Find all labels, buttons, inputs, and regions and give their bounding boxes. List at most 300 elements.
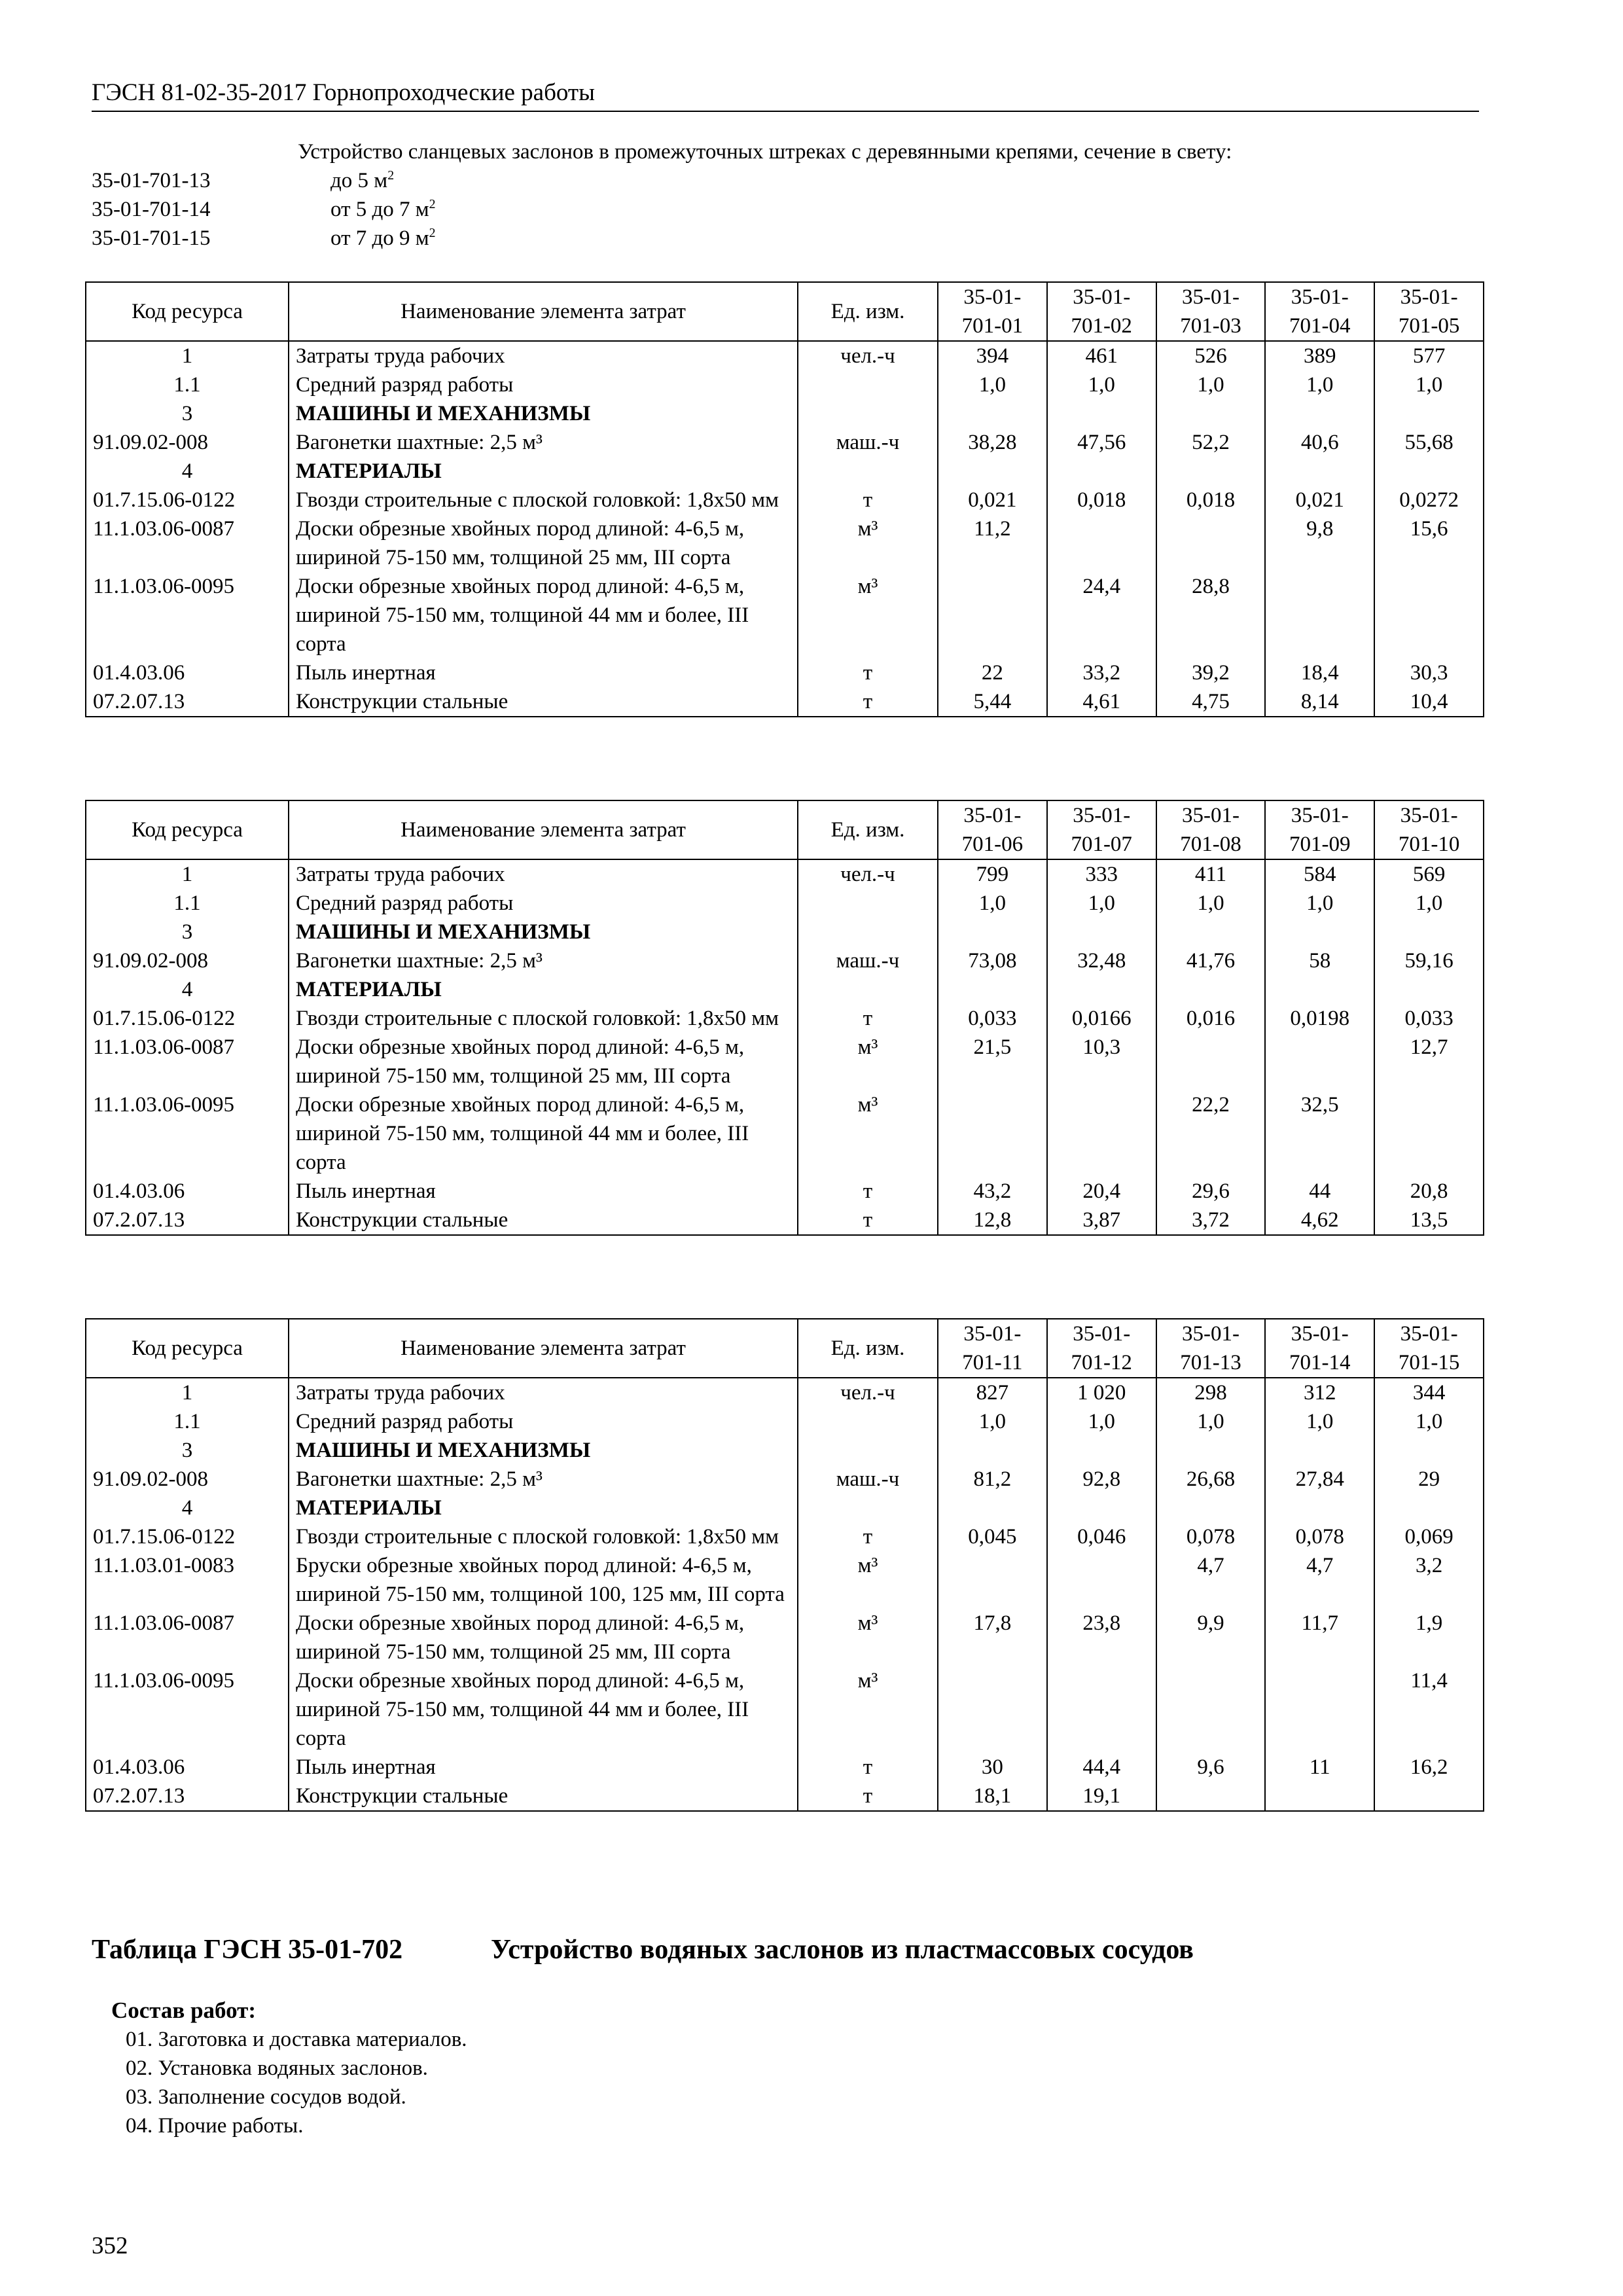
resource-value: 29 bbox=[1374, 1465, 1484, 1494]
resource-unit: маш.-ч bbox=[798, 1465, 938, 1494]
resource-value: 1,0 bbox=[938, 889, 1047, 918]
resource-value: 12,7 bbox=[1374, 1033, 1484, 1090]
resource-unit: т bbox=[798, 1177, 938, 1206]
resource-value: 29,6 bbox=[1156, 1177, 1266, 1206]
resource-value bbox=[1374, 1494, 1484, 1522]
resource-value: 394 bbox=[938, 341, 1047, 370]
resource-value bbox=[1265, 399, 1374, 428]
resource-value: 8,14 bbox=[1265, 687, 1374, 717]
resource-value bbox=[1374, 572, 1484, 658]
section-title bbox=[92, 1934, 1194, 1965]
header-norm-code: 35-01- 701-15 bbox=[1374, 1319, 1484, 1378]
resource-value: 11,7 bbox=[1265, 1609, 1374, 1666]
resource-value: 1,0 bbox=[1265, 1407, 1374, 1436]
resource-value bbox=[938, 457, 1047, 486]
table-header-row bbox=[86, 800, 1484, 859]
resource-code: 1.1 bbox=[86, 1407, 289, 1436]
resource-value: 312 bbox=[1265, 1378, 1374, 1407]
resource-value bbox=[938, 975, 1047, 1004]
resource-value bbox=[1374, 1436, 1484, 1465]
resource-value: 32,5 bbox=[1265, 1090, 1374, 1177]
resource-value: 81,2 bbox=[938, 1465, 1047, 1494]
table-row bbox=[86, 428, 1484, 457]
table-row bbox=[86, 341, 1484, 370]
header-norm-code: 35-01- 701-09 bbox=[1265, 800, 1374, 859]
resource-value: 59,16 bbox=[1374, 946, 1484, 975]
resource-name: Гвозди строительные с плоской головкой: 1,8х50 мм bbox=[289, 1522, 798, 1551]
header-code: Код ресурса bbox=[86, 1319, 289, 1378]
resource-value: 1,0 bbox=[1156, 889, 1266, 918]
works-item: 03. Заполнение сосудов водой. bbox=[126, 2085, 406, 2109]
resource-code: 01.4.03.06 bbox=[86, 1753, 289, 1782]
resource-value: 1 020 bbox=[1047, 1378, 1156, 1407]
resource-value: 0,046 bbox=[1047, 1522, 1156, 1551]
header-unit: Ед. изм. bbox=[798, 282, 938, 341]
resource-value bbox=[1047, 1494, 1156, 1522]
resource-name: Конструкции стальные bbox=[289, 687, 798, 717]
resource-value: 0,045 bbox=[938, 1522, 1047, 1551]
resource-code: 11.1.03.06-0095 bbox=[86, 572, 289, 658]
resource-value: 0,078 bbox=[1156, 1522, 1266, 1551]
intro-text: Устройство сланцевых заслонов в промежуточных штреках с деревянными крепями, сечение в свету: bbox=[298, 140, 1232, 164]
resource-unit: т bbox=[798, 1004, 938, 1033]
table-row bbox=[86, 1522, 1484, 1551]
resource-value: 11,2 bbox=[938, 514, 1047, 572]
table-row bbox=[86, 1666, 1484, 1753]
resource-name: Средний разряд работы bbox=[289, 889, 798, 918]
resource-value: 20,4 bbox=[1047, 1177, 1156, 1206]
resource-value: 584 bbox=[1265, 859, 1374, 889]
resource-value bbox=[1047, 514, 1156, 572]
resource-table-3 bbox=[85, 1318, 1484, 1812]
table-row bbox=[86, 1753, 1484, 1782]
resource-value: 43,2 bbox=[938, 1177, 1047, 1206]
table-header-row bbox=[86, 282, 1484, 341]
resource-value bbox=[1374, 918, 1484, 946]
header-norm-code: 35-01- 701-07 bbox=[1047, 800, 1156, 859]
resource-name: МАТЕРИАЛЫ bbox=[289, 1494, 798, 1522]
intro-block bbox=[92, 137, 1486, 253]
table-row bbox=[86, 946, 1484, 975]
resource-unit bbox=[798, 889, 938, 918]
resource-name: Конструкции стальные bbox=[289, 1782, 798, 1811]
resource-name: Доски обрезные хвойных пород длиной: 4-6,5 м, шириной 75-150 мм, толщиной 44 мм и более, III сорта bbox=[289, 1666, 798, 1753]
table-row bbox=[86, 1033, 1484, 1090]
resource-value: 47,56 bbox=[1047, 428, 1156, 457]
resource-value: 333 bbox=[1047, 859, 1156, 889]
works-title: Состав работ: bbox=[111, 1998, 256, 2023]
header-norm-code: 35-01- 701-11 bbox=[938, 1319, 1047, 1378]
resource-value: 0,069 bbox=[1374, 1522, 1484, 1551]
table-row bbox=[86, 1494, 1484, 1522]
resource-name: Вагонетки шахтные: 2,5 м³ bbox=[289, 428, 798, 457]
resource-value: 1,0 bbox=[1047, 370, 1156, 399]
table-row bbox=[86, 975, 1484, 1004]
resource-code: 3 bbox=[86, 399, 289, 428]
resource-unit bbox=[798, 399, 938, 428]
intro-label: до 5 $м^2$ bbox=[330, 168, 395, 192]
resource-value: 1,0 bbox=[1374, 370, 1484, 399]
resource-value: 30 bbox=[938, 1753, 1047, 1782]
resource-value: 15,6 bbox=[1374, 514, 1484, 572]
resource-value bbox=[1047, 1090, 1156, 1177]
section-heading: Устройство водяных заслонов из пластмассовых сосудов bbox=[491, 1935, 1194, 1965]
intro-code: 35-01-701-15 bbox=[92, 226, 211, 250]
resource-value: 23,8 bbox=[1047, 1609, 1156, 1666]
resource-value bbox=[1047, 457, 1156, 486]
resource-value: 4,62 bbox=[1265, 1206, 1374, 1235]
resource-unit: т bbox=[798, 658, 938, 687]
resource-code: 4 bbox=[86, 457, 289, 486]
resource-unit bbox=[798, 975, 938, 1004]
resource-value: 0,0272 bbox=[1374, 486, 1484, 514]
table-row bbox=[86, 399, 1484, 428]
resource-name: Доски обрезные хвойных пород длиной: 4-6,5 м, шириной 75-150 мм, толщиной 25 мм, III сорта bbox=[289, 1609, 798, 1666]
resource-value bbox=[1374, 399, 1484, 428]
resource-value bbox=[1156, 975, 1266, 1004]
resource-value: 0,021 bbox=[1265, 486, 1374, 514]
resource-value: 0,033 bbox=[1374, 1004, 1484, 1033]
resource-unit: м³ bbox=[798, 1609, 938, 1666]
resource-name: Доски обрезные хвойных пород длиной: 4-6,5 м, шириной 75-150 мм, толщиной 44 мм и более, III сорта bbox=[289, 1090, 798, 1177]
resource-value bbox=[1265, 1033, 1374, 1090]
resource-value: 0,0198 bbox=[1265, 1004, 1374, 1033]
resource-name: Доски обрезные хвойных пород длиной: 4-6,5 м, шириной 75-150 мм, толщиной 25 мм, III сорта bbox=[289, 514, 798, 572]
table-row bbox=[86, 1177, 1484, 1206]
resource-value bbox=[1265, 457, 1374, 486]
resource-table-2 bbox=[85, 800, 1484, 1236]
resource-value: 9,8 bbox=[1265, 514, 1374, 572]
resource-name: Вагонетки шахтные: 2,5 м³ bbox=[289, 1465, 798, 1494]
header-name: Наименование элемента затрат bbox=[289, 282, 798, 341]
header-norm-code: 35-01- 701-04 bbox=[1265, 282, 1374, 341]
table-row bbox=[86, 1407, 1484, 1436]
resource-code: 1 bbox=[86, 859, 289, 889]
resource-unit: т bbox=[798, 1522, 938, 1551]
resource-value: 3,72 bbox=[1156, 1206, 1266, 1235]
resource-value: 799 bbox=[938, 859, 1047, 889]
resource-value bbox=[938, 572, 1047, 658]
resource-value: 1,0 bbox=[1265, 370, 1374, 399]
resource-value: 0,016 bbox=[1156, 1004, 1266, 1033]
resource-value: 3,2 bbox=[1374, 1551, 1484, 1609]
resource-value: 411 bbox=[1156, 859, 1266, 889]
resource-value bbox=[938, 918, 1047, 946]
resource-value: 58 bbox=[1265, 946, 1374, 975]
resource-unit: т bbox=[798, 1753, 938, 1782]
resource-value bbox=[938, 399, 1047, 428]
resource-value: 1,0 bbox=[938, 370, 1047, 399]
resource-unit: т bbox=[798, 1206, 938, 1235]
resource-name: Доски обрезные хвойных пород длиной: 4-6,5 м, шириной 75-150 мм, толщиной 44 мм и более, III сорта bbox=[289, 572, 798, 658]
resource-unit: т bbox=[798, 687, 938, 717]
works-item: 04. Прочие работы. bbox=[126, 2114, 304, 2138]
resource-unit: чел.-ч bbox=[798, 341, 938, 370]
resource-value bbox=[1265, 975, 1374, 1004]
header-name: Наименование элемента затрат bbox=[289, 1319, 798, 1378]
table-row bbox=[86, 1090, 1484, 1177]
table-row bbox=[86, 486, 1484, 514]
resource-value: 44,4 bbox=[1047, 1753, 1156, 1782]
resource-code: 07.2.07.13 bbox=[86, 1206, 289, 1235]
page-header: ГЭСН 81-02-35-2017 Горнопроходческие работы bbox=[92, 79, 1479, 112]
table-row bbox=[86, 687, 1484, 717]
resource-value bbox=[1265, 1436, 1374, 1465]
header-unit: Ед. изм. bbox=[798, 1319, 938, 1378]
resource-value: 9,6 bbox=[1156, 1753, 1266, 1782]
resource-value: 24,4 bbox=[1047, 572, 1156, 658]
resource-value: 389 bbox=[1265, 341, 1374, 370]
resource-name: Доски обрезные хвойных пород длиной: 4-6,5 м, шириной 75-150 мм, толщиной 25 мм, III сорта bbox=[289, 1033, 798, 1090]
resource-value: 32,48 bbox=[1047, 946, 1156, 975]
resource-value: 344 bbox=[1374, 1378, 1484, 1407]
table-row bbox=[86, 1436, 1484, 1465]
resource-unit bbox=[798, 1436, 938, 1465]
table-row bbox=[86, 658, 1484, 687]
resource-unit: чел.-ч bbox=[798, 859, 938, 889]
resource-value bbox=[938, 1494, 1047, 1522]
resource-value: 461 bbox=[1047, 341, 1156, 370]
table-row bbox=[86, 457, 1484, 486]
resource-value: 1,0 bbox=[1156, 1407, 1266, 1436]
table-header-row bbox=[86, 1319, 1484, 1378]
resource-value: 20,8 bbox=[1374, 1177, 1484, 1206]
table-row bbox=[86, 1004, 1484, 1033]
resource-value: 21,5 bbox=[938, 1033, 1047, 1090]
resource-value bbox=[1047, 975, 1156, 1004]
resource-unit: м³ bbox=[798, 514, 938, 572]
table-row bbox=[86, 514, 1484, 572]
resource-code: 1 bbox=[86, 1378, 289, 1407]
resource-value bbox=[938, 1090, 1047, 1177]
resource-code: 4 bbox=[86, 1494, 289, 1522]
resource-value: 13,5 bbox=[1374, 1206, 1484, 1235]
header-norm-code: 35-01- 701-03 bbox=[1156, 282, 1266, 341]
table-row bbox=[86, 572, 1484, 658]
header-norm-code: 35-01- 701-13 bbox=[1156, 1319, 1266, 1378]
resource-value: 0,021 bbox=[938, 486, 1047, 514]
resource-value bbox=[1374, 1782, 1484, 1811]
resource-value: 92,8 bbox=[1047, 1465, 1156, 1494]
table-row bbox=[86, 889, 1484, 918]
resource-code: 01.7.15.06-0122 bbox=[86, 1522, 289, 1551]
resource-value bbox=[1374, 1090, 1484, 1177]
intro-item bbox=[92, 224, 1486, 253]
resource-value: 4,7 bbox=[1265, 1551, 1374, 1609]
resource-value bbox=[1156, 1494, 1266, 1522]
resource-value bbox=[1265, 1494, 1374, 1522]
intro-item bbox=[92, 166, 1486, 195]
resource-value: 1,0 bbox=[1265, 889, 1374, 918]
resource-value: 827 bbox=[938, 1378, 1047, 1407]
resource-value: 18,4 bbox=[1265, 658, 1374, 687]
resource-value: 11,4 bbox=[1374, 1666, 1484, 1753]
resource-code: 11.1.03.06-0095 bbox=[86, 1666, 289, 1753]
resource-value: 4,75 bbox=[1156, 687, 1266, 717]
header-unit: Ед. изм. bbox=[798, 800, 938, 859]
resource-value bbox=[1265, 572, 1374, 658]
resource-value bbox=[1374, 975, 1484, 1004]
resource-code: 07.2.07.13 bbox=[86, 1782, 289, 1811]
resource-value bbox=[1374, 457, 1484, 486]
resource-code: 4 bbox=[86, 975, 289, 1004]
resource-value bbox=[1156, 1033, 1266, 1090]
resource-value: 39,2 bbox=[1156, 658, 1266, 687]
resource-value: 298 bbox=[1156, 1378, 1266, 1407]
table-row bbox=[86, 918, 1484, 946]
resource-code: 07.2.07.13 bbox=[86, 687, 289, 717]
header-norm-code: 35-01- 701-10 bbox=[1374, 800, 1484, 859]
resource-name: Пыль инертная bbox=[289, 1753, 798, 1782]
resource-value bbox=[1265, 918, 1374, 946]
header-name: Наименование элемента затрат bbox=[289, 800, 798, 859]
resource-value: 0,018 bbox=[1156, 486, 1266, 514]
resource-code: 3 bbox=[86, 918, 289, 946]
resource-name: Затраты труда рабочих bbox=[289, 1378, 798, 1407]
resource-value: 0,078 bbox=[1265, 1522, 1374, 1551]
resource-name: МАШИНЫ И МЕХАНИЗМЫ bbox=[289, 399, 798, 428]
resource-value bbox=[938, 1551, 1047, 1609]
resource-name: МАТЕРИАЛЫ bbox=[289, 457, 798, 486]
resource-unit: м³ bbox=[798, 1551, 938, 1609]
resource-code: 3 bbox=[86, 1436, 289, 1465]
resource-name: Средний разряд работы bbox=[289, 370, 798, 399]
resource-value bbox=[1047, 1551, 1156, 1609]
resource-name: МАШИНЫ И МЕХАНИЗМЫ bbox=[289, 918, 798, 946]
resource-unit: м³ bbox=[798, 1033, 938, 1090]
resource-unit: м³ bbox=[798, 1090, 938, 1177]
header-norm-code: 35-01- 701-06 bbox=[938, 800, 1047, 859]
resource-value: 1,0 bbox=[1374, 889, 1484, 918]
table-row bbox=[86, 1206, 1484, 1235]
works-item: 01. Заготовка и доставка материалов. bbox=[126, 2028, 467, 2051]
resource-code: 91.09.02-008 bbox=[86, 946, 289, 975]
resource-unit: т bbox=[798, 1782, 938, 1811]
resource-value bbox=[1156, 514, 1266, 572]
table-row bbox=[86, 1782, 1484, 1811]
header-norm-code: 35-01- 701-12 bbox=[1047, 1319, 1156, 1378]
resource-value: 10,4 bbox=[1374, 687, 1484, 717]
resource-code: 01.4.03.06 bbox=[86, 1177, 289, 1206]
resource-code: 1.1 bbox=[86, 370, 289, 399]
table-row bbox=[86, 859, 1484, 889]
resource-value: 577 bbox=[1374, 341, 1484, 370]
resource-name: МАТЕРИАЛЫ bbox=[289, 975, 798, 1004]
resource-unit: м³ bbox=[798, 572, 938, 658]
resource-code: 01.7.15.06-0122 bbox=[86, 1004, 289, 1033]
resource-value: 0,033 bbox=[938, 1004, 1047, 1033]
resource-code: 01.7.15.06-0122 bbox=[86, 486, 289, 514]
resource-value: 22,2 bbox=[1156, 1090, 1266, 1177]
resource-value bbox=[1156, 1666, 1266, 1753]
resource-value: 30,3 bbox=[1374, 658, 1484, 687]
resource-value: 55,68 bbox=[1374, 428, 1484, 457]
resource-value: 3,87 bbox=[1047, 1206, 1156, 1235]
resource-name: Бруски обрезные хвойных пород длиной: 4-6,5 м, шириной 75-150 мм, толщиной 100, 125 мм, III сорта bbox=[289, 1551, 798, 1609]
resource-value: 526 bbox=[1156, 341, 1266, 370]
resource-value: 1,0 bbox=[1156, 370, 1266, 399]
resource-unit: м³ bbox=[798, 1666, 938, 1753]
table-row bbox=[86, 1551, 1484, 1609]
resource-value: 1,0 bbox=[938, 1407, 1047, 1436]
section-label: Таблица ГЭСН 35-01-702 bbox=[92, 1935, 403, 1965]
resource-value: 1,0 bbox=[1374, 1407, 1484, 1436]
resource-value bbox=[1047, 918, 1156, 946]
resource-value: 40,6 bbox=[1265, 428, 1374, 457]
works-item: 02. Установка водяных заслонов. bbox=[126, 2056, 428, 2080]
resource-unit bbox=[798, 457, 938, 486]
resource-code: 01.4.03.06 bbox=[86, 658, 289, 687]
resource-value: 18,1 bbox=[938, 1782, 1047, 1811]
resource-value: 12,8 bbox=[938, 1206, 1047, 1235]
resource-value bbox=[1047, 399, 1156, 428]
resource-unit bbox=[798, 1494, 938, 1522]
page-number: 352 bbox=[92, 2233, 128, 2259]
intro-code: 35-01-701-14 bbox=[92, 198, 211, 221]
resource-value: 0,0166 bbox=[1047, 1004, 1156, 1033]
table-row bbox=[86, 1609, 1484, 1666]
resource-value: 4,7 bbox=[1156, 1551, 1266, 1609]
header-norm-code: 35-01- 701-01 bbox=[938, 282, 1047, 341]
resource-value bbox=[1156, 399, 1266, 428]
resource-value: 41,76 bbox=[1156, 946, 1266, 975]
resource-value: 44 bbox=[1265, 1177, 1374, 1206]
resource-value bbox=[1156, 1436, 1266, 1465]
resource-value: 26,68 bbox=[1156, 1465, 1266, 1494]
resource-name: МАШИНЫ И МЕХАНИЗМЫ bbox=[289, 1436, 798, 1465]
resource-value: 27,84 bbox=[1265, 1465, 1374, 1494]
resource-value: 1,9 bbox=[1374, 1609, 1484, 1666]
table-row bbox=[86, 370, 1484, 399]
resource-unit bbox=[798, 1407, 938, 1436]
resource-name: Вагонетки шахтные: 2,5 м³ bbox=[289, 946, 798, 975]
header-norm-code: 35-01- 701-02 bbox=[1047, 282, 1156, 341]
resource-value: 569 bbox=[1374, 859, 1484, 889]
header-norm-code: 35-01- 701-08 bbox=[1156, 800, 1266, 859]
resource-value bbox=[1156, 457, 1266, 486]
resource-value: 11 bbox=[1265, 1753, 1374, 1782]
resource-name: Гвозди строительные с плоской головкой: 1,8х50 мм bbox=[289, 486, 798, 514]
resource-value: 4,61 bbox=[1047, 687, 1156, 717]
intro-label: от 7 до 9 $м^2$ bbox=[330, 226, 436, 250]
resource-code: 11.1.03.06-0095 bbox=[86, 1090, 289, 1177]
resource-name: Пыль инертная bbox=[289, 1177, 798, 1206]
resource-code: 11.1.03.06-0087 bbox=[86, 1033, 289, 1090]
resource-value: 33,2 bbox=[1047, 658, 1156, 687]
intro-code: 35-01-701-13 bbox=[92, 169, 211, 192]
resource-value: 9,9 bbox=[1156, 1609, 1266, 1666]
resource-code: 1 bbox=[86, 341, 289, 370]
resource-value: 22 bbox=[938, 658, 1047, 687]
resource-value: 10,3 bbox=[1047, 1033, 1156, 1090]
resource-name: Затраты труда рабочих bbox=[289, 859, 798, 889]
intro-item bbox=[92, 195, 1486, 224]
resource-value bbox=[1047, 1436, 1156, 1465]
resource-value bbox=[1265, 1782, 1374, 1811]
resource-value: 0,018 bbox=[1047, 486, 1156, 514]
header-norm-code: 35-01- 701-05 bbox=[1374, 282, 1484, 341]
resource-value: 1,0 bbox=[1047, 889, 1156, 918]
resource-code: 11.1.03.01-0083 bbox=[86, 1551, 289, 1609]
resource-code: 91.09.02-008 bbox=[86, 428, 289, 457]
resource-unit bbox=[798, 918, 938, 946]
resource-value bbox=[1047, 1666, 1156, 1753]
table-row bbox=[86, 1465, 1484, 1494]
resource-value: 5,44 bbox=[938, 687, 1047, 717]
resource-code: 11.1.03.06-0087 bbox=[86, 1609, 289, 1666]
resource-unit: маш.-ч bbox=[798, 946, 938, 975]
resource-value: 52,2 bbox=[1156, 428, 1266, 457]
